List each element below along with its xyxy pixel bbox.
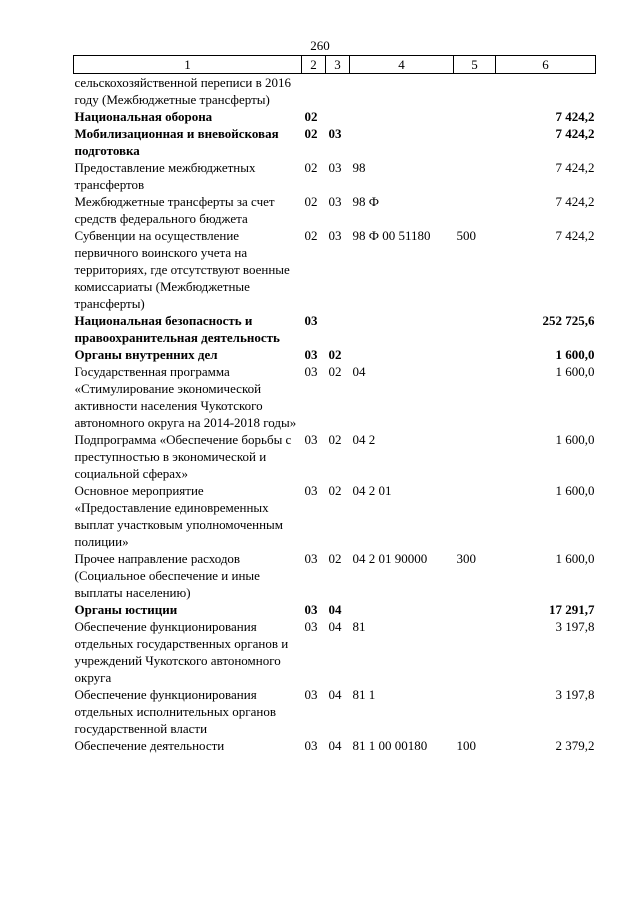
row-amount: 3 197,8 (555, 619, 595, 634)
row-subsection (326, 74, 350, 109)
table-row (74, 431, 596, 482)
row-name: Национальная оборона (74, 109, 213, 124)
table-row (74, 74, 596, 109)
row-subsection: 02 (328, 483, 342, 498)
header-cell-6: 6 (496, 56, 596, 74)
row-target-article: 81 1 00 00180 (352, 738, 428, 753)
row-amount: 252 725,6 (542, 313, 595, 328)
row-name: Предоставление межбюджетных трансфертов (74, 160, 256, 192)
row-amount (496, 74, 596, 109)
row-subsection (326, 312, 350, 346)
row-section: 03 (304, 602, 318, 617)
row-target-article (350, 108, 454, 125)
row-expense-type (454, 601, 496, 618)
budget-table (73, 55, 596, 754)
row-name: Государственная программа «Стимулирование экономической активности населения Чукотского автономного округа на 2014-2018 годы» (74, 364, 297, 430)
row-target-article: 98 (352, 160, 366, 175)
row-amount: 7 424,2 (555, 194, 595, 209)
row-section: 02 (304, 160, 318, 175)
row-section: 03 (304, 687, 318, 702)
row-subsection: 02 (328, 551, 342, 566)
row-section: 03 (304, 483, 318, 498)
table-row (74, 312, 596, 346)
row-section: 02 (304, 109, 318, 124)
row-target-article: 04 2 01 90000 (352, 551, 428, 566)
row-expense-type: 100 (456, 738, 476, 753)
row-amount: 1 600,0 (555, 551, 595, 566)
table-row (74, 125, 596, 159)
row-section: 03 (304, 738, 318, 753)
row-expense-type: 300 (456, 551, 476, 566)
row-name: Подпрограмма «Обеспечение борьбы с преступностью в экономической и социальной сферах» (74, 432, 292, 481)
table-row (74, 550, 596, 601)
row-subsection: 04 (328, 619, 342, 634)
row-section: 02 (304, 126, 318, 141)
row-section: 02 (304, 228, 318, 243)
row-amount: 1 600,0 (555, 432, 595, 447)
table-row (74, 686, 596, 737)
header-cell-4: 4 (350, 56, 454, 74)
row-section (302, 74, 326, 109)
row-subsection: 03 (328, 126, 342, 141)
row-target-article: 04 2 01 (352, 483, 392, 498)
row-target-article (350, 346, 454, 363)
row-section: 03 (304, 619, 318, 634)
row-name: Обеспечение функционирования отдельных государственных органов и учреждений Чукотского автономного округа (74, 619, 289, 685)
row-target-article: 81 (352, 619, 366, 634)
row-name: сельскохозяйственной переписи в 2016 году (Межбюджетные трансферты) (74, 75, 291, 107)
row-subsection: 04 (328, 687, 342, 702)
row-section: 03 (304, 313, 318, 328)
table-row (74, 601, 596, 618)
table-body (74, 74, 596, 755)
row-section: 03 (304, 432, 318, 447)
row-expense-type (454, 74, 496, 109)
row-name: Национальная безопасность и правоохранительная деятельность (74, 313, 280, 345)
row-expense-type (454, 482, 496, 550)
row-name: Основное мероприятие «Предоставление единовременных выплат участковым уполномоченным полиции» (74, 483, 284, 549)
header-cell-5: 5 (454, 56, 496, 74)
row-expense-type (454, 312, 496, 346)
row-expense-type (454, 159, 496, 193)
row-section: 02 (304, 194, 318, 209)
row-target-article: 04 (352, 364, 366, 379)
row-target-article (350, 312, 454, 346)
table-row (74, 618, 596, 686)
row-name: Органы внутренних дел (74, 347, 218, 362)
row-name: Межбюджетные трансферты за счет средств федерального бюджета (74, 194, 275, 226)
row-subsection: 02 (328, 432, 342, 447)
row-target-article (350, 74, 454, 109)
row-name: Обеспечение деятельности (74, 738, 225, 753)
row-subsection: 03 (328, 194, 342, 209)
row-subsection (326, 108, 350, 125)
table-row (74, 346, 596, 363)
header-row (74, 56, 596, 74)
row-expense-type (454, 431, 496, 482)
table-row (74, 482, 596, 550)
row-amount: 1 600,0 (555, 483, 595, 498)
row-target-article: 98 Ф 00 51180 (352, 228, 431, 243)
row-name: Прочее направление расходов (Социальное обеспечение и иные выплаты населению) (74, 551, 260, 600)
header-cell-3: 3 (326, 56, 350, 74)
row-target-article: 04 2 (352, 432, 376, 447)
row-name: Обеспечение функционирования отдельных исполнительных органов государственной власти (74, 687, 276, 736)
table-row (74, 227, 596, 312)
row-subsection: 02 (328, 364, 342, 379)
header-cell-1: 1 (74, 56, 302, 74)
row-amount: 3 197,8 (555, 687, 595, 702)
row-expense-type (454, 346, 496, 363)
row-expense-type (454, 363, 496, 431)
page-number: 260 (310, 38, 330, 53)
row-amount: 1 600,0 (555, 347, 595, 362)
table-row (74, 363, 596, 431)
row-expense-type (454, 125, 496, 159)
table-row (74, 159, 596, 193)
row-subsection: 04 (328, 602, 342, 617)
row-name: Органы юстиции (74, 602, 178, 617)
header-cell-2: 2 (302, 56, 326, 74)
row-expense-type (454, 108, 496, 125)
row-expense-type (454, 618, 496, 686)
row-section: 03 (304, 364, 318, 379)
row-expense-type (454, 193, 496, 227)
row-subsection: 03 (328, 228, 342, 243)
row-amount: 7 424,2 (555, 228, 595, 243)
row-subsection: 02 (328, 347, 342, 362)
row-expense-type: 500 (456, 228, 476, 243)
row-subsection: 04 (328, 738, 342, 753)
row-expense-type (454, 686, 496, 737)
row-amount: 7 424,2 (555, 126, 595, 141)
table-row (74, 108, 596, 125)
row-section: 03 (304, 551, 318, 566)
table-row (74, 737, 596, 754)
row-target-article (350, 601, 454, 618)
row-amount: 17 291,7 (549, 602, 595, 617)
row-amount: 2 379,2 (555, 738, 595, 753)
row-name: Субвенции на осуществление первичного воинского учета на территориях, где отсутствуют военные комиссариаты (Межбюджетные трансферты) (74, 228, 290, 311)
row-section: 03 (304, 347, 318, 362)
row-subsection: 03 (328, 160, 342, 175)
row-target-article: 98 Ф (352, 194, 380, 209)
row-name: Мобилизационная и вневойсковая подготовка (74, 126, 279, 158)
row-target-article (350, 125, 454, 159)
row-amount: 7 424,2 (555, 109, 595, 124)
row-amount: 1 600,0 (555, 364, 595, 379)
row-target-article: 81 1 (352, 687, 376, 702)
table-row (74, 193, 596, 227)
row-amount: 7 424,2 (555, 160, 595, 175)
